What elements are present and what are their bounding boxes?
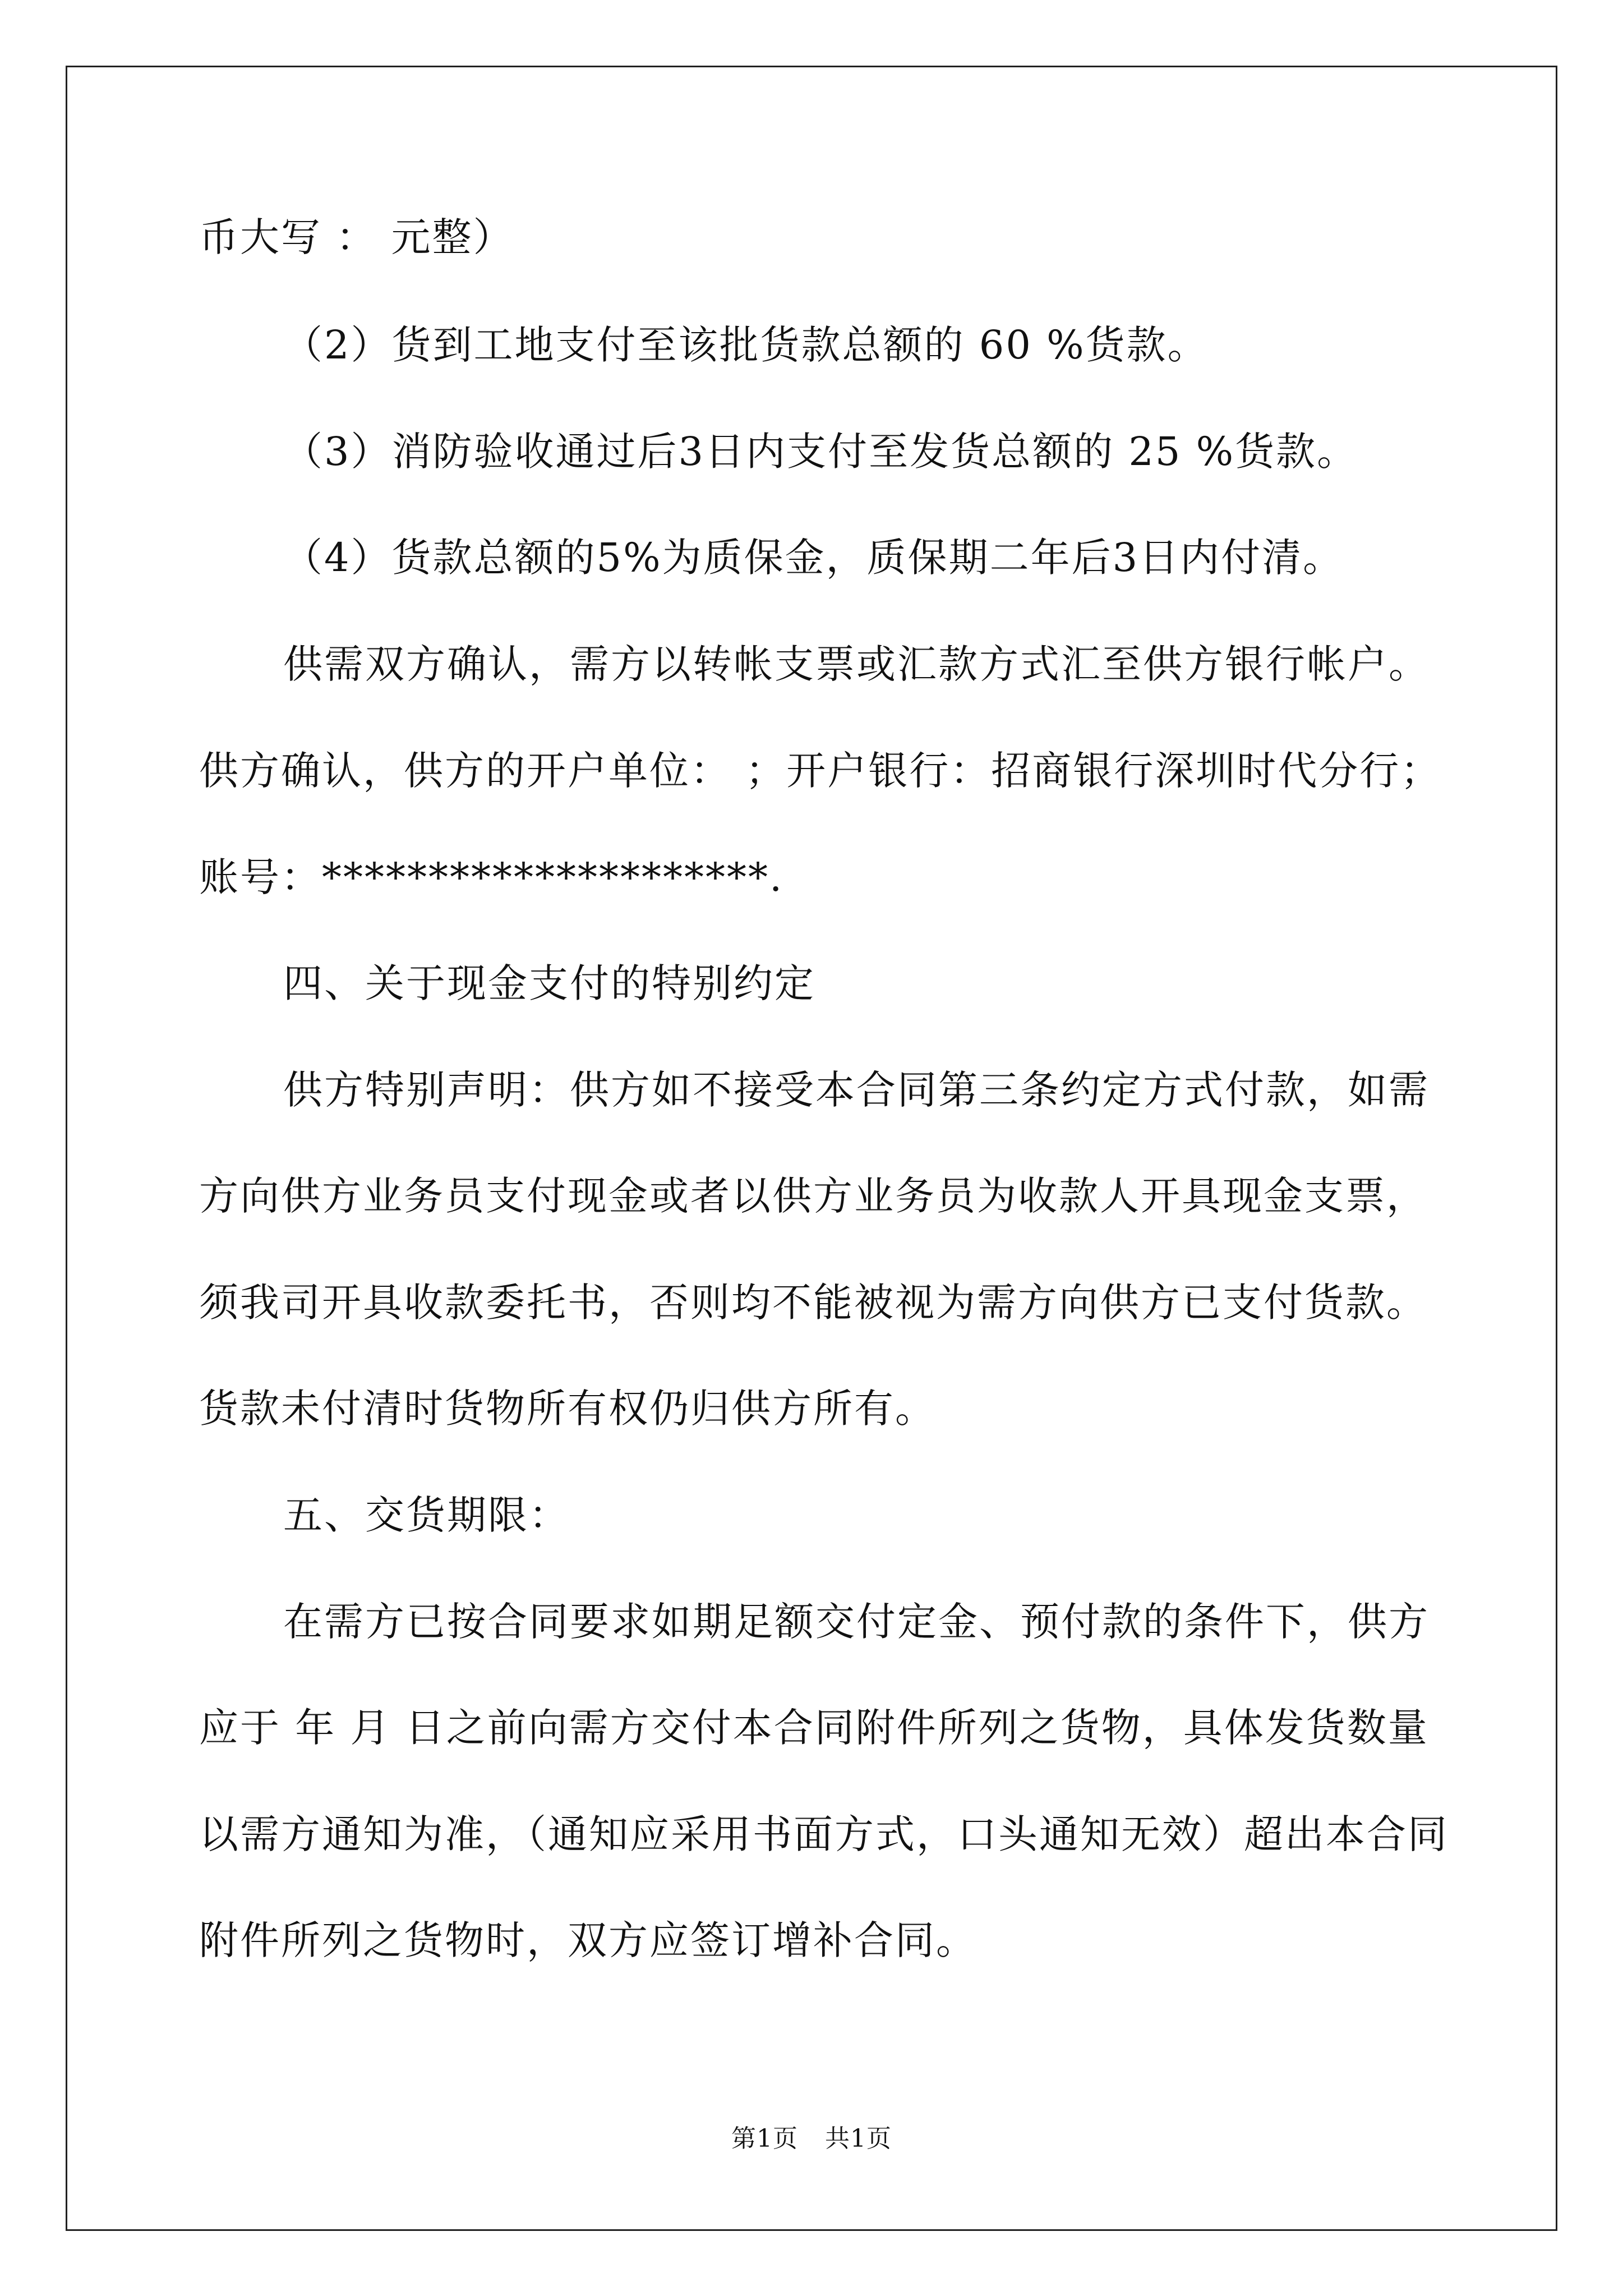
delivery-clause-line-3: 以需方通知为准，（通知应采用书面方式，口头通知无效）超出本合同 (199, 1811, 1449, 1857)
page-footer (0, 2123, 1623, 2155)
payment-term-4: （4）货款总额的5%为质保金，质保期二年后3日内付清。 (283, 535, 1344, 581)
delivery-clause-line-4: 附件所列之货物时，双方应签订增补合同。 (199, 1917, 977, 1963)
page-number: 第1页 (731, 2124, 798, 2153)
cash-clause-line-2: 方向供方业务员支付现金或者以供方业务员为收款人开具现金支票， (199, 1173, 1427, 1219)
text-line-1: 币大写 ： 元整） (199, 214, 514, 260)
payment-term-2: （2）货到工地支付至该批货款总额的 60 %货款。 (283, 322, 1209, 368)
account-number-line: 账号：*********************. (199, 854, 784, 900)
account-paragraph-line-1: 供需双方确认，需方以转帐支票或汇款方式汇至供方银行帐户。 (283, 641, 1430, 687)
section-heading-cash-payment: 四、关于现金支付的特别约定 (283, 960, 815, 1006)
page-border (66, 66, 1557, 2231)
page-total: 共1页 (825, 2124, 892, 2153)
delivery-clause-line-1: 在需方已按合同要求如期足额交付定金、预付款的条件下，供方 (283, 1599, 1430, 1645)
cash-clause-line-1: 供方特别声明：供方如不接受本合同第三条约定方式付款，如需 (283, 1067, 1430, 1113)
payment-term-3: （3）消防验收通过后3日内支付至发货总额的 25 %货款。 (283, 429, 1358, 475)
account-paragraph-line-2: 供方确认，供方的开户单位： ；开户银行：招商银行深圳时代分行； (199, 748, 1442, 794)
cash-clause-line-3: 须我司开具收款委托书，否则均不能被视为需方向供方已支付货款。 (199, 1280, 1427, 1326)
cash-clause-line-4: 货款未付清时货物所有权仍归供方所有。 (199, 1386, 936, 1432)
delivery-clause-line-2: 应于 年 月 日之前向需方交付本合同附件所列之货物，具体发货数量 (199, 1705, 1429, 1751)
section-heading-delivery: 五、交货期限： (283, 1492, 570, 1538)
